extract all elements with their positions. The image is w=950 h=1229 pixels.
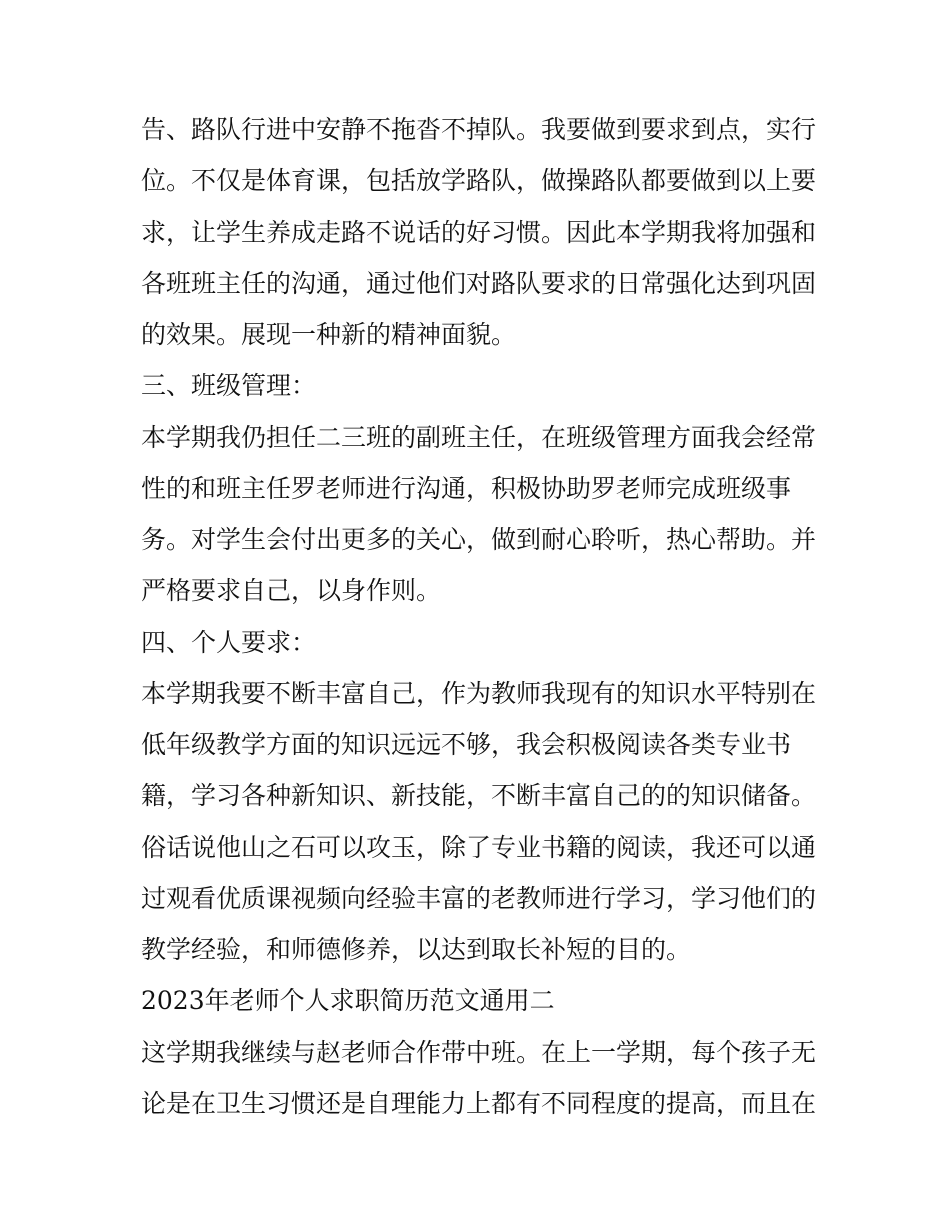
text-line: 四、个人要求：: [141, 627, 317, 657]
text-line: 各班班主任的沟通，通过他们对路队要求的日常强化达到巩固: [141, 268, 817, 298]
text-line: 籍，学习各种新知识、新技能，不断丰富自己的的知识储备。: [141, 781, 817, 811]
text-line: 教学经验，和师德修养，以达到取长补短的目的。: [141, 935, 692, 964]
text-line: 务。对学生会付出更多的关心，做到耐心聆听，热心帮助。并: [141, 525, 817, 554]
document-body: [141, 110, 816, 1135]
text-line: 性的和班主任罗老师进行沟通，积极协助罗老师完成班级事: [141, 473, 792, 503]
text-line: 这学期我继续与赵老师合作带中班。在上一学期，每个孩子无: [141, 1037, 817, 1067]
text-line: 本学期我仍担任二三班的副班主任，在班级管理方面我会经常: [141, 422, 817, 452]
text-line: 本学期我要不断丰富自己，作为教师我现有的知识水平特别在: [141, 678, 817, 708]
text-line: 论是在卫生习惯还是自理能力上都有不同程度的提高，而且在: [141, 1088, 817, 1118]
text-line: 求，让学生养成走路不说话的好习惯。因此本学期我将加强和: [141, 217, 817, 247]
text-line: 的效果。展现一种新的精神面貌。: [141, 320, 517, 349]
text-line: 告、路队行进中安静不拖沓不掉队。我要做到要求到点，实行: [141, 115, 817, 144]
text-line: 俗话说他山之石可以攻玉，除了专业书籍的阅读，我还可以通: [141, 832, 817, 862]
text-line: 三、班级管理：: [141, 371, 317, 401]
text-line: 位。不仅是体育课，包括放学路队，做操路队都要做到以上要: [141, 166, 817, 196]
text-line: 过观看优质课视频向经验丰富的老教师进行学习，学习他们的: [141, 883, 817, 913]
text-line: 低年级教学方面的知识远远不够，我会积极阅读各类专业书: [141, 730, 792, 759]
text-line: 严格要求自己，以身作则。: [141, 576, 442, 606]
text-line: 2023年老师个人求职简历范文通用二: [141, 986, 555, 1016]
